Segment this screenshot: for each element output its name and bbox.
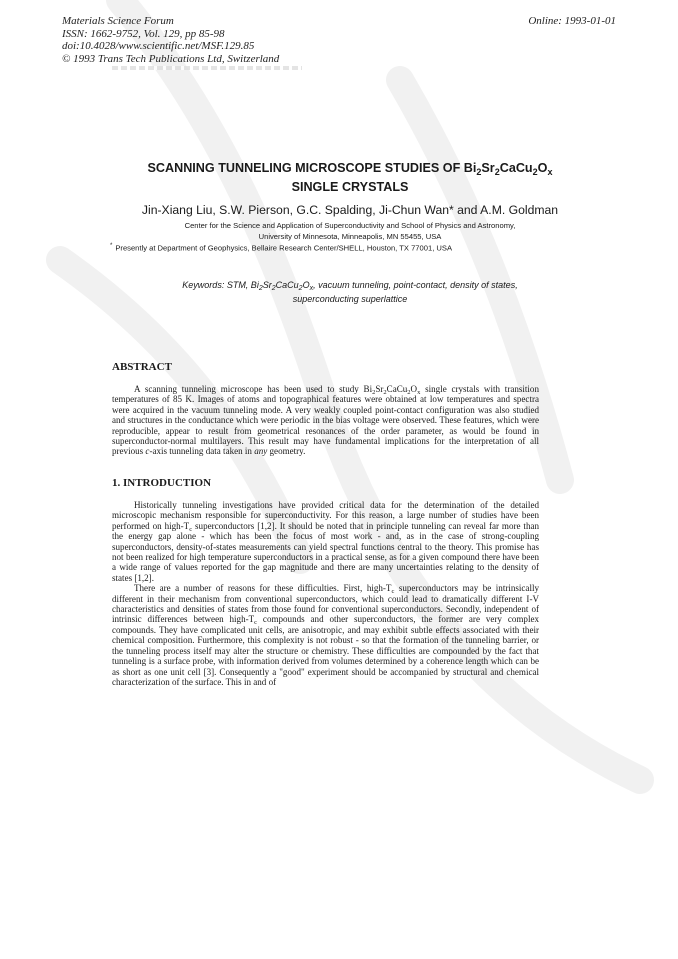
keywords-line-1: Keywords: STM, $Bi_2Sr_2CaCu_2O_x$, vacuum tunneling, point-contact, density of states, [182,280,518,292]
affiliation [80,221,620,242]
abstract-text: A scanning tunneling microscope has been used to study $Bi_2Sr_2CaCu_2O_x$ single crystals with transition temperatures of 85 K. Images of atoms and topographical features were obtained at low temperatures and spectra were acquired in the vacuum tunneling mode. A very weakly coupled point-contact configuration was also studied and structures in the conductance which were periodic in the bias voltage were observed. These features, which were reproducible, appear to result from geometrical resonances of the order parameter, as would be found in superconductor-normal multilayers. This result may have fundamental implications for the interpretation of all previous c-axis tunneling data taken in any geometry. [112,384,539,457]
abstract-heading: ABSTRACT [112,361,172,373]
affiliation-footnote [110,241,610,254]
affiliation-line-2: University of Minnesota, Minneapolis, MN 55455, USA [258,231,442,241]
keywords [100,280,600,305]
introduction-heading: 1. INTRODUCTION [112,477,212,489]
affiliation-line-1: Center for the Science and Application of Superconductivity and School of Physics and Astronomy, [184,221,516,230]
journal-header [62,15,279,65]
intro-paragraph-2: There are a number of reasons for these difficulties. First, high-$T_c$ superconductors may be intrinsically different in their mechanism from conventional superconductors, which could lead to dramatically different I-V characteristics and densities of states from those found for conventional superconductors. Secondly, independent of intrinsic differences between high-$T_c$ compounds and other superconductors, the former are very complex compounds. They have complicated unit cells, are anisotropic, and may exhibit subtle effects associated with their chemical composition. Furthermore, this complexity is not robust - so that the formation of the tunneling barrier, or the tunneling process itself may alter the structure or chemistry. These difficulties are compounded by the fact that tunneling is a surface probe, with information derived from volumes determined by a coherence length which can be as short as one unit cell [3]. Consequently a "good" experiment should be accompanied by structural and chemical characterization of the surface. This in and of [112,583,539,687]
footnote-star: * [110,243,113,249]
affiliation-line-3: Presently at Department of Geophysics, Bellaire Research Center/SHELL, Houston, TX 77001, USA [115,243,453,253]
online-date: Online: 1993-01-01 [528,15,616,27]
intro-paragraph-1: Historically tunneling investigations have provided critical data for the determination of the detailed microscopic mechanism responsible for superconductivity. For this reason, a large number of studies have been performed on high-$T_c$ superconductors [1,2]. It should be noted that in principle tunneling can reveal far more than the energy gap alone - which has been the focus of most work - and, as in the case of strong-coupling superconductors, density-of-states measurements can yield spectral functions central to the theory. This promise has not been realized for high temperature superconductors in a practical sense, as for a given compound there have been a wide range of values reported for the gap magnitude and there are many uncertainties relating to the density of states [1,2]. [112,500,540,583]
journal-name: Materials Science Forum [62,15,174,27]
doi-line[interactable]: doi:10.4028/www.scientific.net/MSF.129.85 [62,40,255,52]
faint-copyright-strip [112,66,302,70]
author-list: Jin-Xiang Liu, S.W. Pierson, G.C. Spalding, Ji-Chun Wan* and A.M. Goldman [141,203,559,217]
title-line-1: SCANNING TUNNELING MICROSCOPE STUDIES OF $Bi_2Sr_2CaCu_2O_x$ [147,161,553,177]
introduction-text [112,500,539,687]
paper-title [80,161,620,195]
copyright-line: © 1993 Trans Tech Publications Ltd, Switzerland [62,52,280,65]
keywords-line-2: superconducting superlattice [292,294,408,304]
issn-line: ISSN: 1662-9752, Vol. 129, pp 85-98 [62,27,225,40]
title-line-2: SINGLE CRYSTALS [291,180,409,194]
